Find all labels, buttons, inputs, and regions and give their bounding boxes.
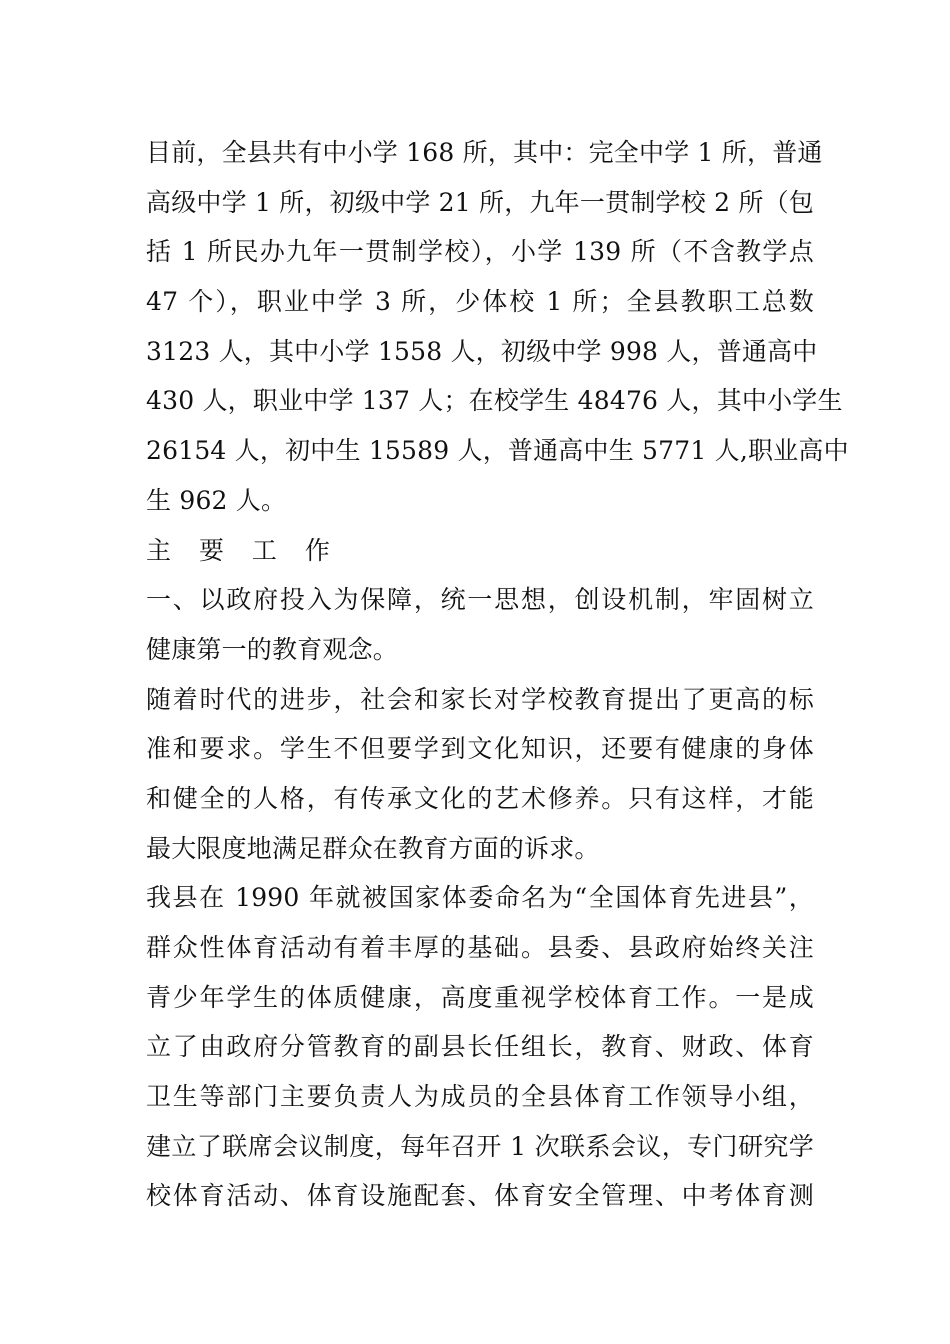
text-line: 准和要求。学生不但要学到文化知识，还要有健康的身体 — [146, 734, 814, 764]
text-line: 最大限度地满足群众在教育方面的诉求。 — [146, 833, 600, 863]
document-body — [146, 128, 849, 1221]
text-line: 建立了联席会议制度，每年召开 1 次联系会议，专门研究学 — [146, 1131, 814, 1161]
subsection-heading: 一、以政府投入为保障，统一思想，创设机制，牢固树立 — [146, 585, 814, 615]
text-line: 26154 人，初中生 15589 人，普通高中生 5771 人,职业高中 — [146, 436, 849, 466]
text-line: 青少年学生的体质健康，高度重视学校体育工作。一是成 — [146, 982, 814, 1012]
text-line: 随着时代的进步，社会和家长对学校教育提出了更高的标 — [146, 684, 814, 714]
text-line: 校体育活动、体育设施配套、体育安全管理、中考体育测 — [146, 1181, 814, 1211]
text-line: 生 962 人。 — [146, 485, 287, 515]
text-line: 高级中学 1 所，初级中学 21 所，九年一贯制学校 2 所（包 — [146, 187, 814, 217]
text-line: 卫生等部门主要负责人为成员的全县体育工作领导小组， — [146, 1082, 814, 1112]
text-line: 3123 人，其中小学 1558 人，初级中学 998 人，普通高中 — [146, 336, 818, 366]
text-line: 430 人，职业中学 137 人；在校学生 48476 人，其中小学生 — [146, 386, 843, 416]
text-line: 目前，全县共有中小学 168 所，其中：完全中学 1 所，普通 — [146, 138, 823, 167]
text-line: 立了由政府分管教育的副县长任组长，教育、财政、体育 — [146, 1032, 814, 1062]
text-line: 和健全的人格，有传承文化的艺术修养。只有这样，才能 — [146, 783, 814, 813]
text-line: 群众性体育活动有着丰厚的基础。县委、县政府始终关注 — [146, 933, 814, 962]
text-line: 我县在 1990 年就被国家体委命名为“全国体育先进县”， — [146, 883, 814, 913]
subsection-heading-continued: 健康第一的教育观念。 — [146, 634, 399, 664]
section-heading: 主 要 工 作 — [146, 535, 340, 565]
text-line: 括 1 所民办九年一贯制学校），小学 139 所（不含教学点 — [146, 237, 814, 267]
text-line: 47 个），职业中学 3 所，少体校 1 所；全县教职工总数 — [146, 287, 814, 317]
